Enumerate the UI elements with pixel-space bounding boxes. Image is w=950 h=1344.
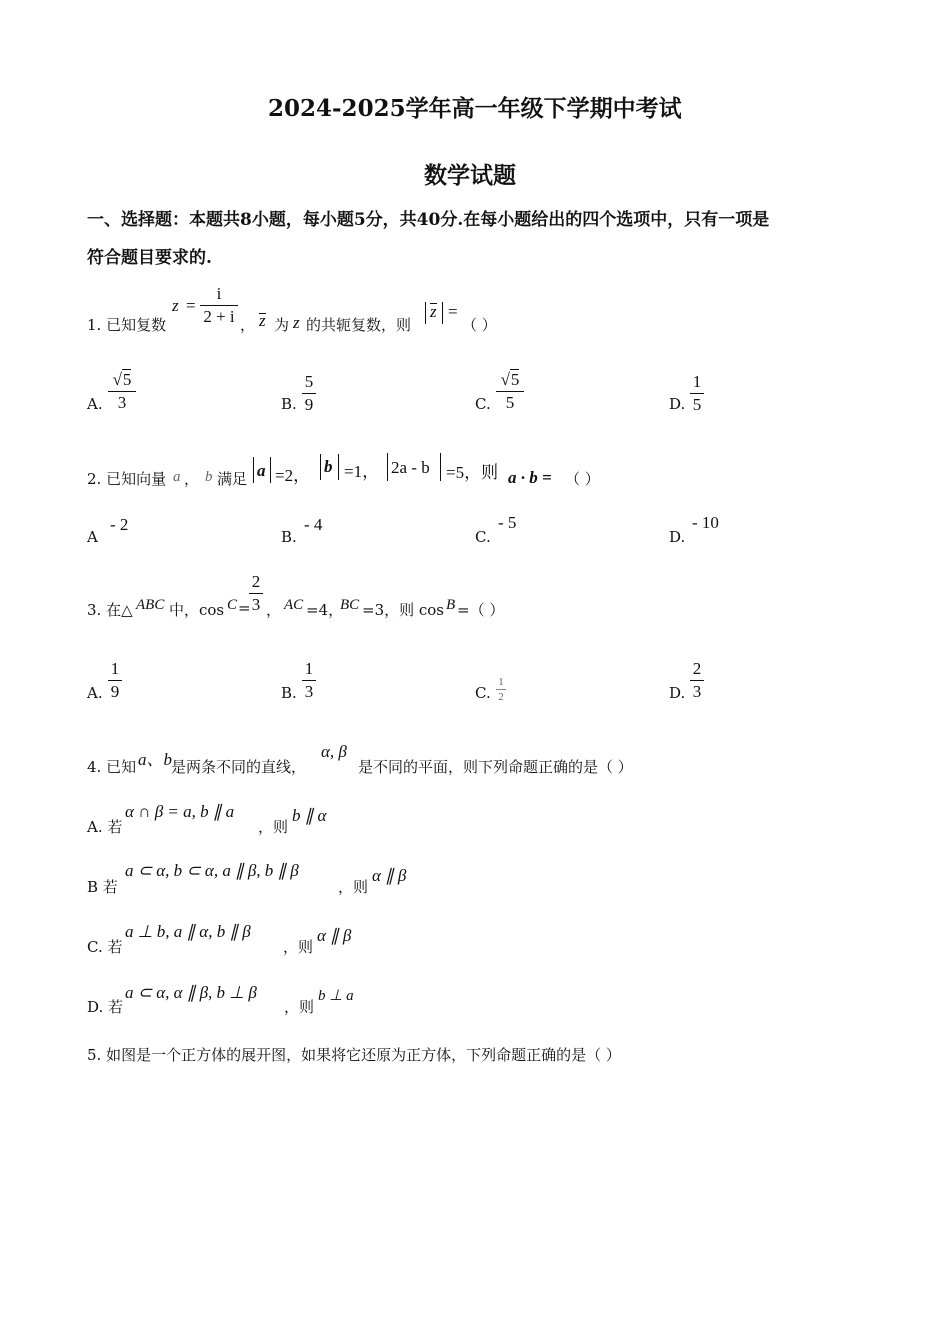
q1-paren: （ ） [462, 316, 497, 334]
q4-option-c-then: ，则 [283, 938, 314, 956]
q4-option-a-concl: b ∥ α [292, 806, 327, 825]
q4-option-c-label: C. 若 [87, 938, 123, 956]
q3-rest1: ， [266, 601, 282, 619]
q4-option-d-then: ，则 [284, 998, 315, 1016]
q4-ab: a、b [138, 750, 172, 769]
q2-prefix: 2. 已知向量 [87, 470, 167, 488]
exam-subtitle: 数学试题 [424, 162, 516, 189]
q2-option-a-value: - 2 [110, 515, 129, 534]
q4-option-a-label: A. 若 [87, 818, 123, 836]
q4-option-b-then: ，则 [338, 878, 369, 896]
q3-option-d-label: D. [669, 684, 686, 702]
q3-prefix: 3. 在△ [87, 601, 133, 619]
q1-option-b: 5 9 [302, 373, 316, 414]
q2-option-b-value: - 4 [304, 515, 323, 534]
q2-eq-b: =1， [344, 462, 380, 481]
q3-abc: ABC [136, 597, 165, 613]
q3-option-c: 1 2 [496, 676, 506, 703]
q2-abs-a: a [257, 461, 266, 480]
q1-option-d: 1 5 [690, 373, 704, 414]
q2-option-b-label: B. [281, 528, 297, 546]
q3-mid: 中，cos [169, 601, 225, 619]
q3-eq: = [238, 599, 251, 617]
q1-mid: 为 [274, 316, 290, 334]
q1-option-a: √5 3 [108, 371, 136, 412]
q3-c: C [227, 597, 238, 613]
q1-frac-num: i [216, 284, 222, 303]
q1-option-a-label: A. [87, 395, 103, 413]
q3-ac: AC [284, 597, 304, 613]
q2-option-d-label: D. [669, 528, 686, 546]
q1-abs-z: z [430, 302, 437, 321]
q3-option-b: 1 3 [302, 660, 316, 701]
q2-comma: ， [184, 470, 200, 488]
q3-b: B [446, 597, 456, 613]
q3-option-b-label: B. [281, 684, 297, 702]
q1-z2: z [293, 313, 300, 332]
q2-eq-c: =5，则 [446, 463, 499, 482]
q3-fraction: 2 3 [249, 573, 263, 614]
q2-dot: a · b = [508, 468, 552, 487]
q5-text: 5. 如图是一个正方体的展开图，如果将它还原为正方体，下列命题正确的是（ ） [87, 1046, 621, 1064]
q2-option-d-value: - 10 [692, 513, 719, 532]
q1-comma: ， [240, 316, 256, 334]
q1-eq: = [186, 296, 196, 315]
q3-rest3: =3，则 cos [362, 601, 445, 619]
q2-abs-b: b [324, 457, 333, 476]
sqrt-sign: √ [500, 370, 510, 389]
q3-option-d: 2 3 [690, 660, 704, 701]
q4-rest: 是不同的平面，则下列命题正确的是（ ） [358, 758, 633, 776]
q3-option-c-label: C. [475, 684, 491, 702]
q4-option-b-label: B 若 [87, 878, 118, 896]
sqrt-sign: √ [112, 370, 122, 389]
q4-option-c-cond: a ⊥ b, a ∥ α, b ∥ β [125, 922, 251, 941]
q2-option-c-label: C. [475, 528, 491, 546]
q3-bc: BC [340, 597, 360, 613]
q4-mid: 是两条不同的直线， [171, 758, 307, 776]
q4-option-d-concl: b ⊥ a [318, 988, 354, 1004]
q2-option-a-label: A [87, 528, 98, 546]
q1-prefix: 1. 已知复数 [87, 316, 167, 334]
q3-rest4: =（ ） [457, 601, 505, 619]
q4-option-d-cond: a ⊂ α, α ∥ β, b ⊥ β [125, 983, 257, 1002]
q4-option-a-then: ，则 [258, 818, 289, 836]
q2-option-c-value: - 5 [498, 513, 517, 532]
q1-fraction [200, 285, 238, 326]
q4-option-b-cond: a ⊂ α, b ⊂ α, a ∥ β, b ∥ β [125, 861, 299, 880]
exam-title: 2024-2025学年高一年级下学期中考试 [268, 95, 682, 122]
q1-tail-eq: = [448, 302, 458, 321]
q1-option-c: √5 5 [496, 371, 524, 412]
q1-zbar: z [259, 311, 266, 330]
q4-option-a-cond: α ∩ β = a, b ∥ a [125, 802, 235, 821]
q1-option-c-label: C. [475, 395, 491, 413]
q1-option-b-label: B. [281, 395, 297, 413]
q3-option-a: 1 9 [108, 660, 122, 701]
q3-option-a-label: A. [87, 684, 103, 702]
q1-z: z [172, 296, 179, 315]
q1-mid2: 的共轭复数，则 [306, 316, 412, 334]
q4-option-b-concl: α ∥ β [372, 866, 407, 885]
q4-option-c-concl: α ∥ β [317, 926, 352, 945]
q2-expr: 2a - b [391, 458, 430, 477]
section-heading: 一、选择题：本题共8小题，每小题5分，共40分.在每小题给出的四个选项中，只有一项是 [87, 210, 770, 230]
q2-a: a [173, 469, 181, 485]
q2-satisfy: 满足 [217, 470, 248, 488]
q2-b: b [205, 469, 213, 485]
q4-prefix: 4. 已知 [87, 758, 137, 776]
q3-rest2: =4， [306, 601, 344, 619]
q4-option-d-label: D. 若 [87, 998, 124, 1016]
q2-eq-a: =2， [275, 466, 311, 485]
q4-alphabeta: α, β [321, 742, 347, 761]
q1-option-d-label: D. [669, 395, 686, 413]
q1-frac-den: 2 + i [203, 307, 235, 326]
section-heading-cont: 符合题目要求的. [87, 248, 212, 268]
q2-paren: （ ） [565, 470, 600, 488]
